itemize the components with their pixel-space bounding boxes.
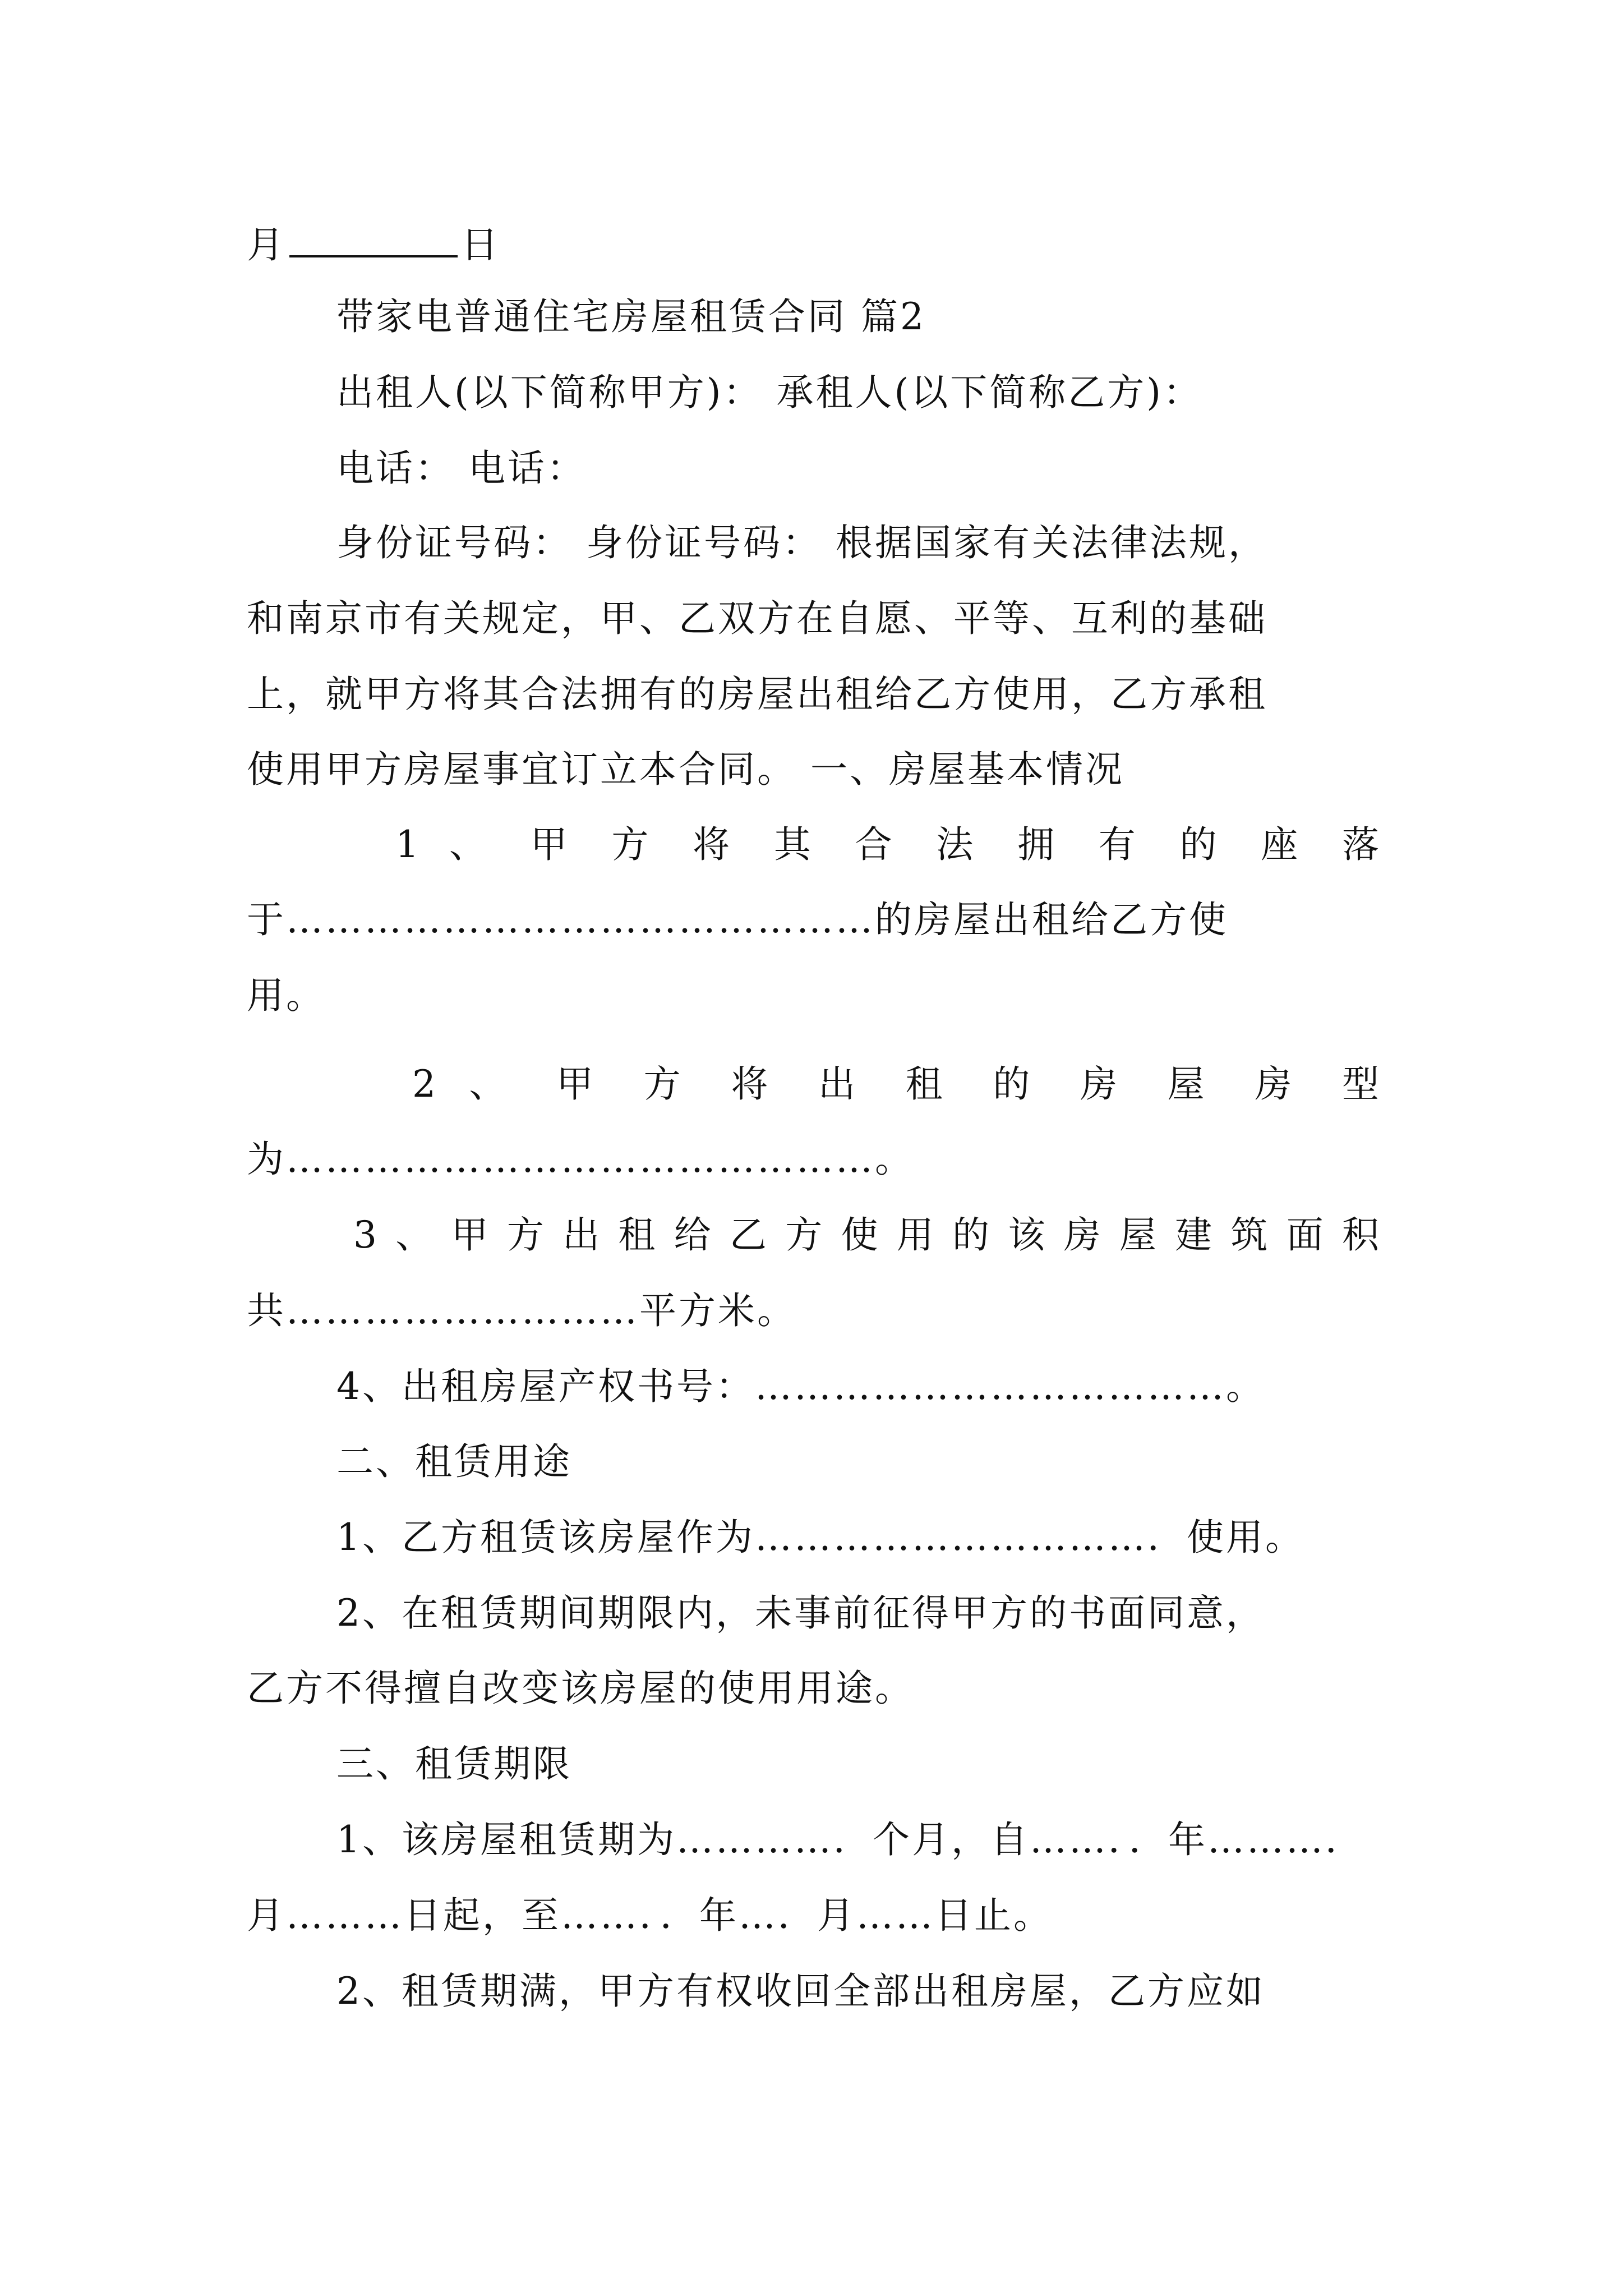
paragraph-line: 共………………………平方米。 (247, 1289, 796, 1332)
date-line (247, 222, 500, 268)
clause-3-2: 2、租赁期满，甲方有权收回全部出租房屋，乙方应如 (336, 1970, 1265, 2013)
paragraph-line: 使用甲方房屋事宜订立本合同。 一、房屋基本情况 (247, 748, 1124, 791)
clause-3-1: 1、该房屋租赁期为…………．个月，自……．．年………． (336, 1818, 1364, 1861)
clause-1-4: 4、出租房屋产权书号：………………………………。 (336, 1365, 1265, 1408)
section-heading-2: 二、租赁用途 (336, 1440, 572, 1483)
paragraph-line: 于………………………………………的房屋出租给乙方使 (247, 898, 1228, 941)
clause-1-2: 2 、 甲 方 将 出 租 的 房 屋 房 型 (412, 1062, 1381, 1106)
paragraph-line: 和南京市有关规定，甲、乙双方在自愿、平等、互利的基础 (247, 597, 1267, 640)
clause-1-1: 1 、 甲 方 将 其 合 法 拥 有 的 座 落 (395, 823, 1381, 866)
paragraph-line: 上，就甲方将其合法拥有的房屋出租给乙方使用，乙方承租 (247, 673, 1267, 716)
phone-line: 电话： 电话： (336, 447, 586, 490)
paragraph-line: 为………………………………………。 (247, 1138, 914, 1181)
day-label: 日 (461, 223, 500, 266)
contract-title: 带家电普通住宅房屋租赁合同 篇2 (336, 295, 926, 338)
paragraph-line: 乙方不得擅自改变该房屋的使用用途。 (247, 1667, 914, 1710)
date-blank (289, 222, 458, 257)
clause-1-3: 3、甲方出租给乙方使用的该房屋建筑面积 (353, 1213, 1381, 1257)
parties-line: 出租人(以下简称甲方)： 承租人(以下简称乙方)： (336, 371, 1202, 414)
clause-2-1: 1、乙方租赁该房屋作为…………………………．使用。 (336, 1516, 1304, 1559)
month-label: 月 (247, 223, 286, 266)
clause-2-2: 2、在租赁期间期限内，未事前征得甲方的书面同意， (336, 1591, 1265, 1635)
paragraph-line: 用。 (247, 974, 325, 1017)
paragraph-line: 身份证号码： 身份证号码： 根据国家有关法律法规， (336, 521, 1267, 564)
paragraph-line: 月………日起，至……．．年…．月……日止。 (247, 1894, 1053, 1937)
section-heading-3: 三、租赁期限 (336, 1742, 572, 1786)
